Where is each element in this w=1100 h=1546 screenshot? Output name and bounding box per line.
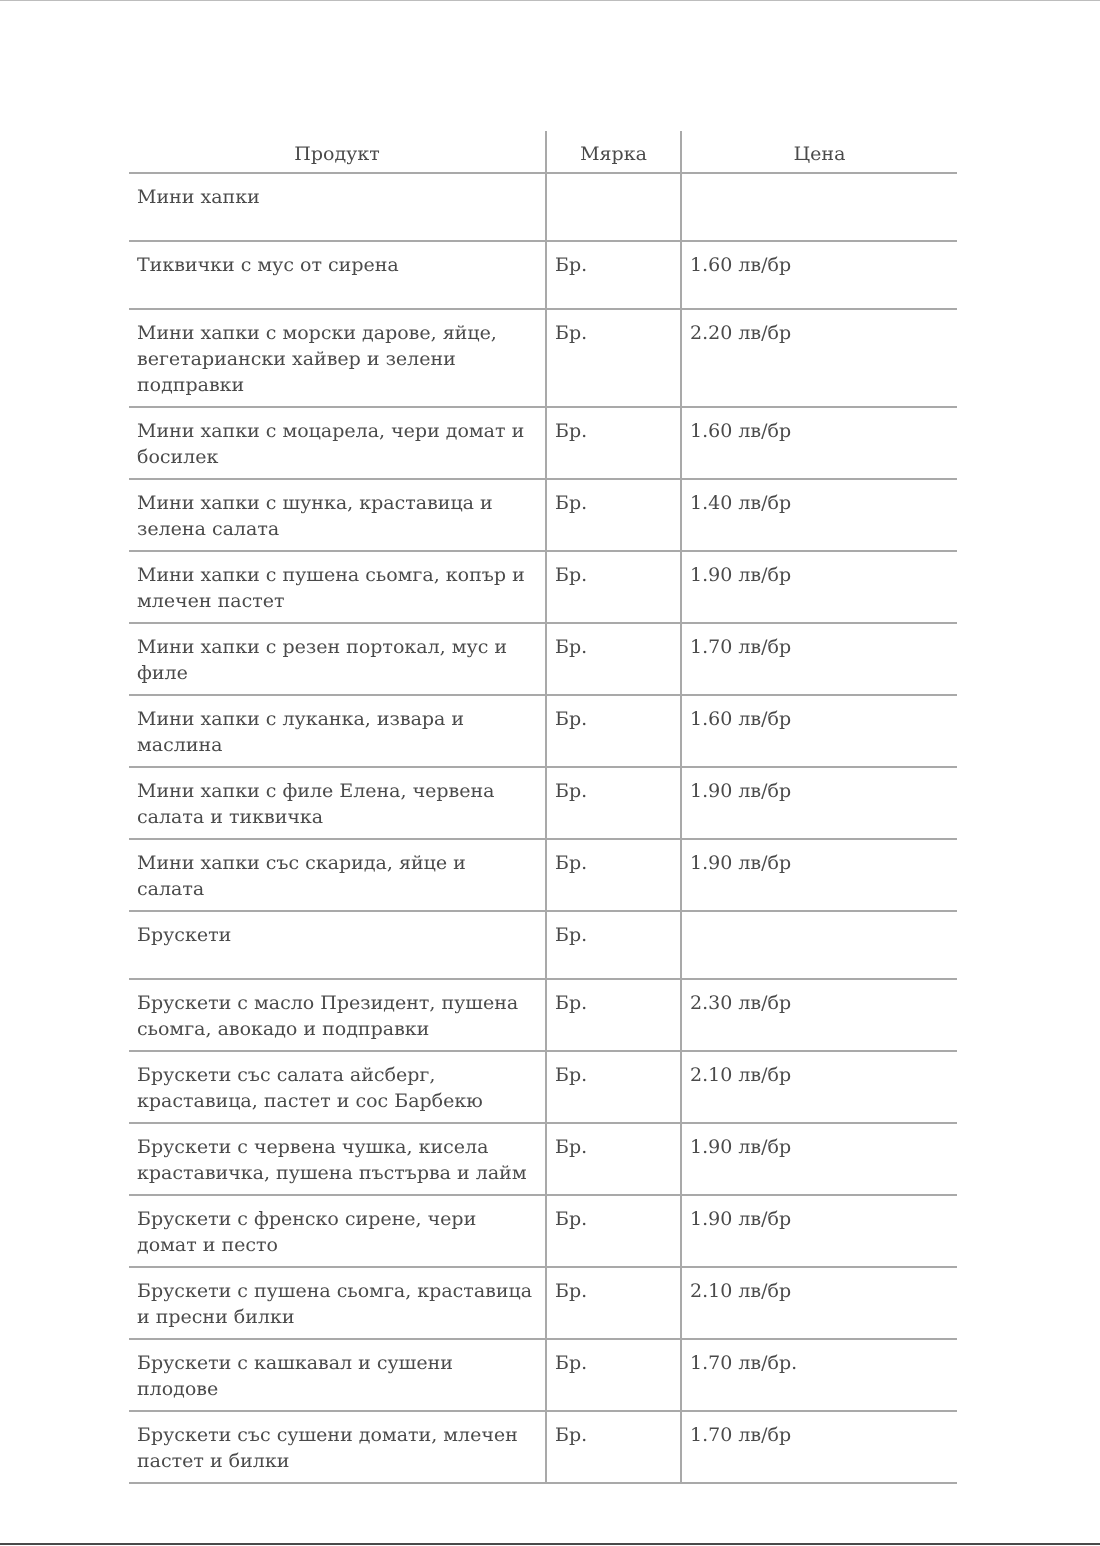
column-header-unit: Мярка	[546, 131, 681, 173]
unit-cell: Бр.	[546, 309, 681, 407]
unit-cell: Бр.	[546, 407, 681, 479]
table-row	[129, 407, 957, 479]
table-row	[129, 1411, 957, 1483]
unit-cell: Бр.	[546, 979, 681, 1051]
page-top-edge	[0, 0, 1100, 1]
table-row	[129, 767, 957, 839]
table-row	[129, 839, 957, 911]
price-cell: 1.70 лв/бр	[681, 1411, 957, 1483]
page-bottom-edge	[0, 1543, 1100, 1545]
product-cell: Мини хапки с морски дарове, яйце, вегетариански хайвер и зелени подправки	[129, 309, 546, 407]
product-cell: Мини хапки с резен портокал, мус и филе	[129, 623, 546, 695]
product-cell: Мини хапки с луканка, извара и маслина	[129, 695, 546, 767]
price-cell: 1.90 лв/бр	[681, 767, 957, 839]
product-cell: Брускети със салата айсберг, краставица, пастет и сос Барбекю	[129, 1051, 546, 1123]
product-cell: Тиквички с мус от сирена	[129, 241, 546, 309]
table-row	[129, 911, 957, 979]
product-cell: Брускети с червена чушка, кисела краставичка, пушена пъстърва и лайм	[129, 1123, 546, 1195]
price-cell: 1.90 лв/бр	[681, 839, 957, 911]
unit-cell: Бр.	[546, 767, 681, 839]
product-cell: Брускети с кашкавал и сушени плодове	[129, 1339, 546, 1411]
price-cell: 1.70 лв/бр.	[681, 1339, 957, 1411]
column-header-product: Продукт	[129, 131, 546, 173]
product-cell: Мини хапки с моцарела, чери домат и босилек	[129, 407, 546, 479]
table-row	[129, 1339, 957, 1411]
table-row	[129, 241, 957, 309]
price-cell: 2.10 лв/бр	[681, 1051, 957, 1123]
unit-cell: Бр.	[546, 1051, 681, 1123]
unit-cell: Бр.	[546, 695, 681, 767]
price-cell	[681, 173, 957, 241]
unit-cell: Бр.	[546, 839, 681, 911]
price-cell: 2.20 лв/бр	[681, 309, 957, 407]
product-cell: Мини хапки със скарида, яйце и салата	[129, 839, 546, 911]
price-cell	[681, 911, 957, 979]
price-cell: 1.70 лв/бр	[681, 623, 957, 695]
price-cell: 1.90 лв/бр	[681, 1195, 957, 1267]
price-table	[129, 131, 957, 1484]
table-row	[129, 173, 957, 241]
unit-cell	[546, 173, 681, 241]
table-row	[129, 695, 957, 767]
product-cell: Брускети с масло Президент, пушена сьомга, авокадо и подправки	[129, 979, 546, 1051]
product-cell: Брускети със сушени домати, млечен пастет и билки	[129, 1411, 546, 1483]
product-cell: Мини хапки с шунка, краставица и зелена салата	[129, 479, 546, 551]
table-row	[129, 1267, 957, 1339]
product-cell: Мини хапки с пушена сьомга, копър и млечен пастет	[129, 551, 546, 623]
unit-cell: Бр.	[546, 911, 681, 979]
product-cell: Мини хапки	[129, 173, 546, 241]
price-cell: 1.60 лв/бр	[681, 407, 957, 479]
table-row	[129, 623, 957, 695]
table-header-row	[129, 131, 957, 173]
price-cell: 1.60 лв/бр	[681, 695, 957, 767]
unit-cell: Бр.	[546, 1411, 681, 1483]
table-row	[129, 1195, 957, 1267]
price-cell: 1.90 лв/бр	[681, 1123, 957, 1195]
unit-cell: Бр.	[546, 1339, 681, 1411]
product-cell: Брускети	[129, 911, 546, 979]
unit-cell: Бр.	[546, 1267, 681, 1339]
price-cell: 1.90 лв/бр	[681, 551, 957, 623]
table-row	[129, 1051, 957, 1123]
table-row	[129, 979, 957, 1051]
table-row	[129, 551, 957, 623]
product-cell: Брускети с френско сирене, чери домат и песто	[129, 1195, 546, 1267]
unit-cell: Бр.	[546, 1195, 681, 1267]
unit-cell: Бр.	[546, 551, 681, 623]
product-cell: Брускети с пушена сьомга, краставица и пресни билки	[129, 1267, 546, 1339]
product-cell: Мини хапки с филе Елена, червена салата и тиквичка	[129, 767, 546, 839]
unit-cell: Бр.	[546, 623, 681, 695]
price-cell: 1.40 лв/бр	[681, 479, 957, 551]
table-row	[129, 479, 957, 551]
price-cell: 2.30 лв/бр	[681, 979, 957, 1051]
price-cell: 2.10 лв/бр	[681, 1267, 957, 1339]
table-row	[129, 1123, 957, 1195]
unit-cell: Бр.	[546, 241, 681, 309]
table-row	[129, 309, 957, 407]
unit-cell: Бр.	[546, 479, 681, 551]
column-header-price: Цена	[681, 131, 957, 173]
unit-cell: Бр.	[546, 1123, 681, 1195]
price-cell: 1.60 лв/бр	[681, 241, 957, 309]
